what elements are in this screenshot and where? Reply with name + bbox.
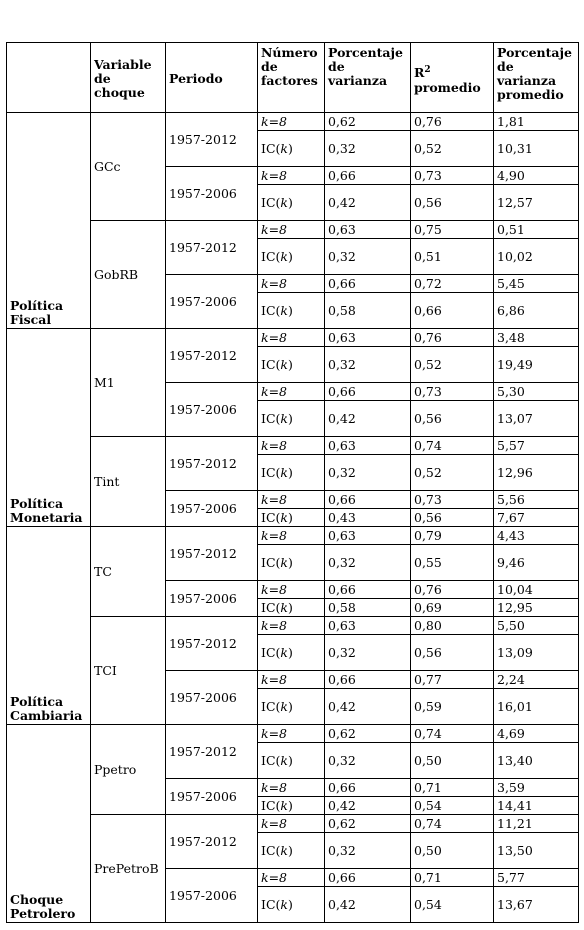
- periodo-cell: 1957-2006: [166, 581, 258, 617]
- porcentaje-cell: 0,66: [325, 869, 411, 887]
- periodo-cell: 1957-2006: [166, 491, 258, 527]
- promedio-cell: 3,48: [494, 329, 579, 347]
- factores-cell: k=8: [258, 383, 325, 401]
- promedio-cell: 5,50: [494, 617, 579, 635]
- header-r2: [411, 43, 494, 113]
- table-row: [7, 815, 579, 833]
- factores-cell: IC(k): [258, 635, 325, 671]
- promedio-cell: 1,81: [494, 113, 579, 131]
- promedio-cell: 10,31: [494, 131, 579, 167]
- porcentaje-cell: 0,42: [325, 887, 411, 923]
- r2-cell: 0,52: [411, 131, 494, 167]
- factores-cell: IC(k): [258, 185, 325, 221]
- porcentaje-cell: 0,42: [325, 401, 411, 437]
- periodo-cell: 1957-2012: [166, 617, 258, 671]
- factores-cell: k=8: [258, 581, 325, 599]
- r2-cell: 0,80: [411, 617, 494, 635]
- r2-cell: 0,76: [411, 329, 494, 347]
- porcentaje-cell: 0,32: [325, 833, 411, 869]
- porcentaje-cell: 0,66: [325, 383, 411, 401]
- factores-cell: IC(k): [258, 599, 325, 617]
- periodo-cell: 1957-2012: [166, 113, 258, 167]
- sector-cell: Política Cambiaria: [7, 527, 91, 725]
- promedio-cell: 16,01: [494, 689, 579, 725]
- promedio-cell: 13,50: [494, 833, 579, 869]
- table-body: [7, 113, 579, 923]
- promedio-cell: 2,24: [494, 671, 579, 689]
- variable-cell: Ppetro: [91, 725, 166, 815]
- promedio-cell: 12,96: [494, 455, 579, 491]
- header-periodo: Periodo: [166, 43, 258, 113]
- porcentaje-cell: 0,63: [325, 329, 411, 347]
- porcentaje-cell: 0,32: [325, 347, 411, 383]
- factores-cell: k=8: [258, 725, 325, 743]
- porcentaje-cell: 0,42: [325, 797, 411, 815]
- periodo-cell: 1957-2006: [166, 779, 258, 815]
- periodo-cell: 1957-2012: [166, 329, 258, 383]
- promedio-cell: 11,21: [494, 815, 579, 833]
- factores-cell: k=8: [258, 869, 325, 887]
- r2-cell: 0,56: [411, 185, 494, 221]
- promedio-cell: 12,95: [494, 599, 579, 617]
- factores-cell: IC(k): [258, 833, 325, 869]
- promedio-cell: 5,56: [494, 491, 579, 509]
- promedio-cell: 4,43: [494, 527, 579, 545]
- factores-cell: k=8: [258, 527, 325, 545]
- periodo-cell: 1957-2012: [166, 221, 258, 275]
- r2-cell: 0,56: [411, 401, 494, 437]
- r2-cell: 0,72: [411, 275, 494, 293]
- r2-cell: 0,77: [411, 671, 494, 689]
- r2-cell: 0,73: [411, 167, 494, 185]
- porcentaje-cell: 0,63: [325, 437, 411, 455]
- periodo-cell: 1957-2006: [166, 383, 258, 437]
- periodo-cell: 1957-2012: [166, 815, 258, 869]
- factores-cell: k=8: [258, 491, 325, 509]
- r2-cell: 0,69: [411, 599, 494, 617]
- factores-cell: k=8: [258, 113, 325, 131]
- sector-cell: Choque Petrolero: [7, 725, 91, 923]
- factores-cell: IC(k): [258, 347, 325, 383]
- variable-cell: Tint: [91, 437, 166, 527]
- factores-cell: IC(k): [258, 689, 325, 725]
- promedio-cell: 13,07: [494, 401, 579, 437]
- factores-cell: k=8: [258, 167, 325, 185]
- factores-cell: IC(k): [258, 455, 325, 491]
- variable-cell: GCc: [91, 113, 166, 221]
- porcentaje-cell: 0,32: [325, 131, 411, 167]
- r2-cell: 0,71: [411, 779, 494, 797]
- header-sector: [7, 43, 91, 113]
- r2-cell: 0,50: [411, 743, 494, 779]
- porcentaje-cell: 0,43: [325, 509, 411, 527]
- sector-cell: Política Monetaria: [7, 329, 91, 527]
- r2-cell: 0,74: [411, 815, 494, 833]
- factores-cell: k=8: [258, 617, 325, 635]
- variable-cell: GobRB: [91, 221, 166, 329]
- r2-cell: 0,56: [411, 509, 494, 527]
- header-promedio: Porcentaje de varianza promedio: [494, 43, 579, 113]
- variable-cell: TC: [91, 527, 166, 617]
- table-row: [7, 329, 579, 347]
- factores-cell: IC(k): [258, 509, 325, 527]
- sector-cell: Política Fiscal: [7, 113, 91, 329]
- promedio-cell: 14,41: [494, 797, 579, 815]
- porcentaje-cell: 0,62: [325, 815, 411, 833]
- factores-cell: IC(k): [258, 797, 325, 815]
- porcentaje-cell: 0,32: [325, 455, 411, 491]
- factores-cell: k=8: [258, 437, 325, 455]
- porcentaje-cell: 0,63: [325, 617, 411, 635]
- porcentaje-cell: 0,58: [325, 599, 411, 617]
- periodo-cell: 1957-2012: [166, 437, 258, 491]
- promedio-cell: 6,86: [494, 293, 579, 329]
- periodo-cell: 1957-2012: [166, 527, 258, 581]
- r2-cell: 0,54: [411, 797, 494, 815]
- porcentaje-cell: 0,32: [325, 239, 411, 275]
- r2-cell: 0,56: [411, 635, 494, 671]
- r2-cell: 0,73: [411, 491, 494, 509]
- r2-cell: 0,54: [411, 887, 494, 923]
- r2-cell: 0,74: [411, 725, 494, 743]
- promedio-cell: 5,77: [494, 869, 579, 887]
- periodo-cell: 1957-2006: [166, 869, 258, 923]
- r2-cell: 0,71: [411, 869, 494, 887]
- r2-cell: 0,76: [411, 581, 494, 599]
- porcentaje-cell: 0,62: [325, 113, 411, 131]
- header-r2-rest: promedio: [414, 79, 481, 95]
- porcentaje-cell: 0,66: [325, 581, 411, 599]
- factores-cell: k=8: [258, 275, 325, 293]
- promedio-cell: 5,45: [494, 275, 579, 293]
- porcentaje-cell: 0,32: [325, 743, 411, 779]
- r2-cell: 0,76: [411, 113, 494, 131]
- header-factores: Número de factores: [258, 43, 325, 113]
- r2-cell: 0,59: [411, 689, 494, 725]
- factores-cell: IC(k): [258, 131, 325, 167]
- factores-cell: IC(k): [258, 401, 325, 437]
- periodo-cell: 1957-2006: [166, 671, 258, 725]
- r2-cell: 0,74: [411, 437, 494, 455]
- r2-cell: 0,50: [411, 833, 494, 869]
- porcentaje-cell: 0,66: [325, 671, 411, 689]
- table-row: [7, 725, 579, 743]
- r2-cell: 0,66: [411, 293, 494, 329]
- porcentaje-cell: 0,42: [325, 689, 411, 725]
- table-row: [7, 221, 579, 239]
- r2-cell: 0,79: [411, 527, 494, 545]
- promedio-cell: 4,69: [494, 725, 579, 743]
- r2-cell: 0,73: [411, 383, 494, 401]
- periodo-cell: 1957-2012: [166, 725, 258, 779]
- promedio-cell: 13,67: [494, 887, 579, 923]
- factores-cell: IC(k): [258, 887, 325, 923]
- promedio-cell: 13,40: [494, 743, 579, 779]
- porcentaje-cell: 0,58: [325, 293, 411, 329]
- porcentaje-cell: 0,66: [325, 275, 411, 293]
- factores-cell: IC(k): [258, 293, 325, 329]
- porcentaje-cell: 0,63: [325, 527, 411, 545]
- header-variable: Variable de choque: [91, 43, 166, 113]
- table-row: [7, 113, 579, 131]
- variable-cell: PrePetroB: [91, 815, 166, 923]
- porcentaje-cell: 0,66: [325, 779, 411, 797]
- factores-cell: IC(k): [258, 743, 325, 779]
- promedio-cell: 3,59: [494, 779, 579, 797]
- r2-cell: 0,75: [411, 221, 494, 239]
- promedio-cell: 10,02: [494, 239, 579, 275]
- periodo-cell: 1957-2006: [166, 275, 258, 329]
- variable-cell: TCI: [91, 617, 166, 725]
- factores-cell: k=8: [258, 671, 325, 689]
- table-row: [7, 617, 579, 635]
- promedio-cell: 0,51: [494, 221, 579, 239]
- promedio-cell: 19,49: [494, 347, 579, 383]
- header-r2-sup: 2: [424, 65, 431, 76]
- porcentaje-cell: 0,63: [325, 221, 411, 239]
- r2-cell: 0,52: [411, 347, 494, 383]
- table-row: [7, 527, 579, 545]
- table-row: [7, 437, 579, 455]
- porcentaje-cell: 0,66: [325, 167, 411, 185]
- promedio-cell: 5,57: [494, 437, 579, 455]
- promedio-cell: 9,46: [494, 545, 579, 581]
- r2-cell: 0,55: [411, 545, 494, 581]
- promedio-cell: 5,30: [494, 383, 579, 401]
- porcentaje-cell: 0,32: [325, 545, 411, 581]
- factores-cell: k=8: [258, 779, 325, 797]
- factores-cell: k=8: [258, 815, 325, 833]
- promedio-cell: 7,67: [494, 509, 579, 527]
- factores-cell: IC(k): [258, 545, 325, 581]
- variable-cell: M1: [91, 329, 166, 437]
- r2-cell: 0,51: [411, 239, 494, 275]
- periodo-cell: 1957-2006: [166, 167, 258, 221]
- porcentaje-cell: 0,62: [325, 725, 411, 743]
- results-table: [6, 42, 579, 923]
- promedio-cell: 13,09: [494, 635, 579, 671]
- header-porcentaje: Porcentaje de varianza: [325, 43, 411, 113]
- factores-cell: k=8: [258, 221, 325, 239]
- r2-cell: 0,52: [411, 455, 494, 491]
- header-r2-base: R: [414, 65, 425, 81]
- promedio-cell: 10,04: [494, 581, 579, 599]
- porcentaje-cell: 0,32: [325, 635, 411, 671]
- porcentaje-cell: 0,66: [325, 491, 411, 509]
- header-row: [7, 43, 579, 113]
- factores-cell: k=8: [258, 329, 325, 347]
- factores-cell: IC(k): [258, 239, 325, 275]
- porcentaje-cell: 0,42: [325, 185, 411, 221]
- promedio-cell: 12,57: [494, 185, 579, 221]
- promedio-cell: 4,90: [494, 167, 579, 185]
